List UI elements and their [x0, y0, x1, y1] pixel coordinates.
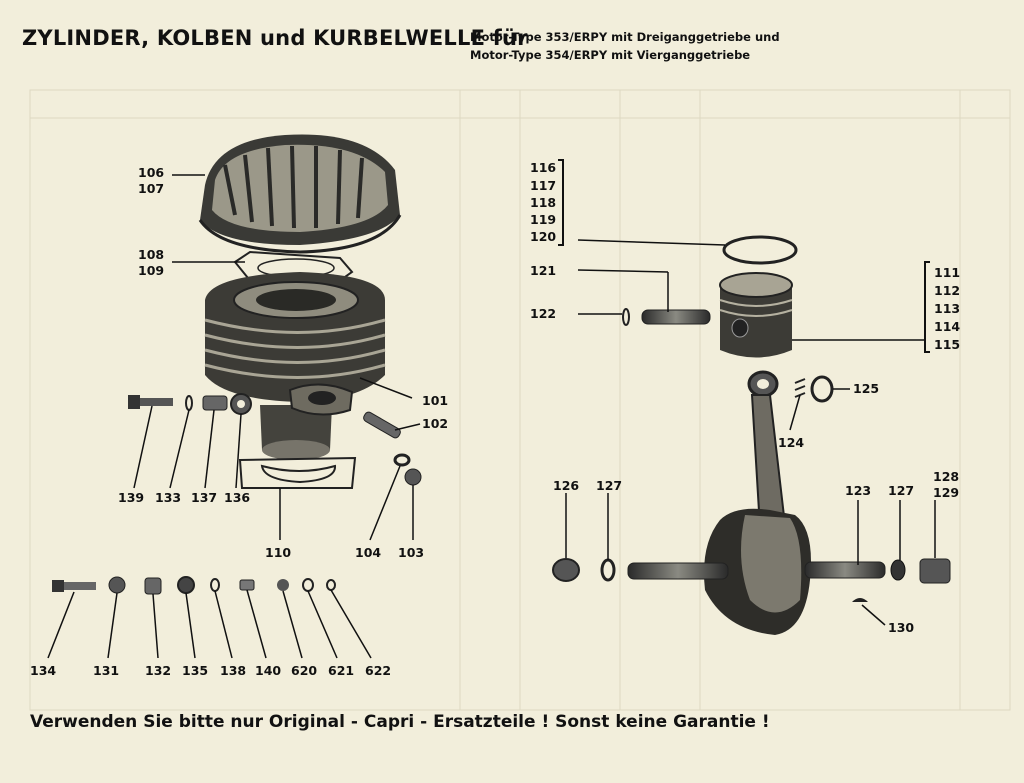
page-title: ZYLINDER, KOLBEN und KURBELWELLE für — [22, 26, 528, 50]
label-140: 140 — [255, 663, 282, 678]
label-133: 133 — [155, 490, 182, 505]
label-117: 117 — [530, 178, 557, 193]
label-128: 128 — [933, 469, 960, 484]
label-134: 134 — [30, 663, 57, 678]
label-121: 121 — [530, 263, 557, 278]
label-118: 118 — [530, 195, 557, 210]
label-114: 114 — [934, 319, 961, 334]
bleed-through-background — [30, 90, 1010, 710]
label-104: 104 — [355, 545, 382, 560]
label-122: 122 — [530, 306, 557, 321]
label-101: 101 — [422, 393, 449, 408]
cylinder-head — [200, 134, 400, 252]
label-108: 108 — [138, 247, 165, 262]
bolts-and-washers-row — [52, 577, 335, 594]
label-120: 120 — [530, 229, 557, 244]
label-129: 129 — [933, 485, 960, 500]
piston-assembly — [623, 237, 796, 358]
label-116: 116 — [530, 160, 557, 175]
label-138: 138 — [220, 663, 247, 678]
crankshaft-and-connecting-rod — [553, 372, 950, 635]
label-135: 135 — [182, 663, 209, 678]
label-620: 620 — [291, 663, 318, 678]
footer-warranty-note: Verwenden Sie bitte nur Original - Capri - Ersatzteile ! Sonst keine Garantie ! — [30, 712, 770, 732]
label-111: 111 — [934, 265, 961, 280]
label-622: 622 — [365, 663, 392, 678]
bracket-111-115 — [925, 262, 930, 352]
label-125: 125 — [853, 381, 880, 396]
bracket-116-120 — [558, 160, 563, 245]
part-number-labels — [30, 160, 960, 678]
label-102: 102 — [422, 416, 449, 431]
label-109: 109 — [138, 263, 165, 278]
label-131: 131 — [93, 663, 120, 678]
label-107: 107 — [138, 181, 165, 196]
label-132: 132 — [145, 663, 172, 678]
label-113: 113 — [934, 301, 961, 316]
label-130: 130 — [888, 620, 915, 635]
subtitle-line-1: Motor-Type 353/ERPY mit Dreiganggetriebe und — [470, 30, 780, 44]
label-103: 103 — [398, 545, 425, 560]
label-123: 123 — [845, 483, 872, 498]
label-127-left: 127 — [596, 478, 623, 493]
label-115: 115 — [934, 337, 961, 352]
label-106: 106 — [138, 165, 165, 180]
base-gasket — [240, 458, 355, 488]
label-112: 112 — [934, 283, 961, 298]
label-124: 124 — [778, 435, 805, 450]
cylinder-barrel — [205, 272, 385, 460]
label-621: 621 — [328, 663, 355, 678]
label-127-right: 127 — [888, 483, 915, 498]
label-137: 137 — [191, 490, 218, 505]
label-110: 110 — [265, 545, 292, 560]
label-126: 126 — [553, 478, 580, 493]
label-119: 119 — [530, 212, 557, 227]
label-139: 139 — [118, 490, 145, 505]
label-136: 136 — [224, 490, 251, 505]
subtitle-line-2: Motor-Type 354/ERPY mit Vierganggetriebe — [470, 48, 751, 62]
